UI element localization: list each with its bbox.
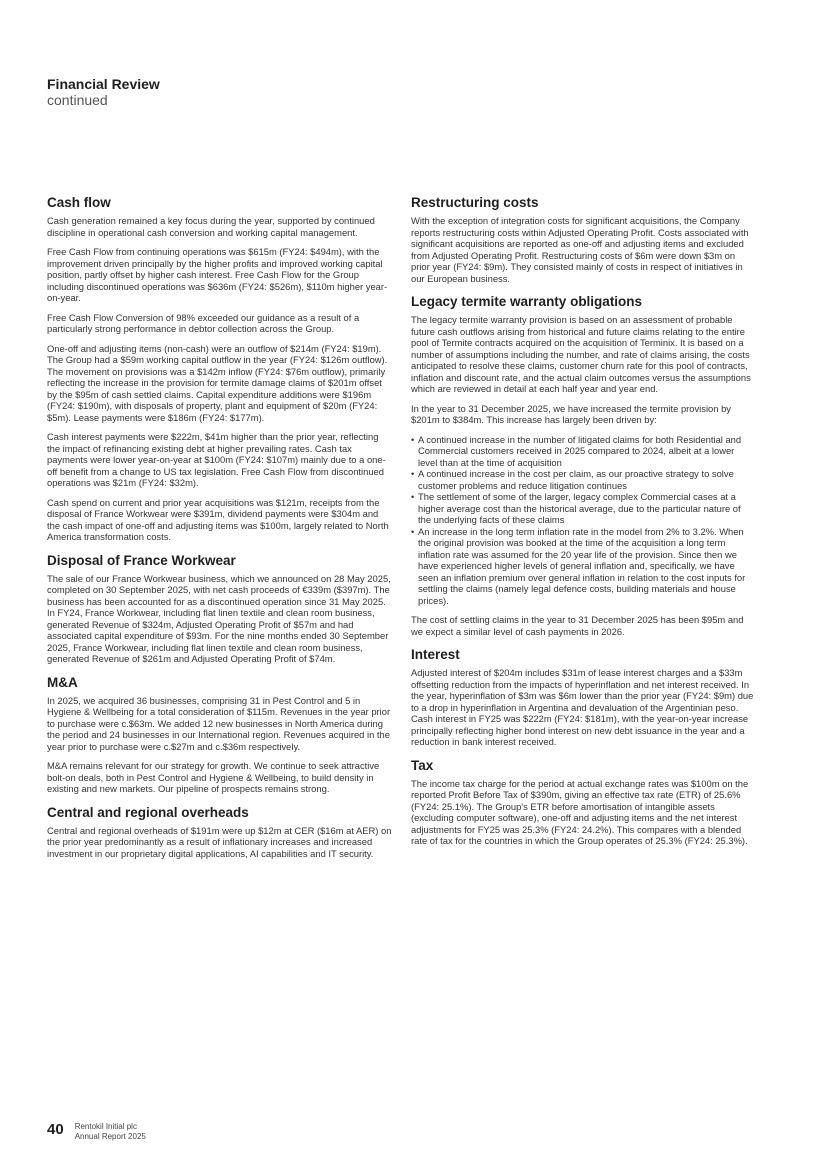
bullet-item: • An increase in the long term inflation rate in the model from 2% to 3.2%. When the original provision was booked at the time of the acquisition a long term inflation rate was assumed for the 20 year life of the provision. Since then we have experienced higher levels of general inflation and, specifically, we have seen an inflation premium over general inflation in relation to the cost inputs for settling the claims (namely legal defence costs, building materials and house prices). bbox=[411, 526, 756, 607]
section-overheads bbox=[47, 805, 392, 860]
section-restructuring bbox=[411, 195, 756, 284]
paragraph: Cash spend on current and prior year acquisitions was $121m, receipts from the disposal of France Workwear were $391m, dividend payments were $304m and the cash impact of one-off and adjusting items was $100m, largely related to North America transformation costs. bbox=[47, 496, 389, 542]
section-heading: Disposal of France Workwear bbox=[47, 552, 236, 568]
section-cash-flow bbox=[47, 195, 392, 543]
paragraph: With the exception of integration costs for significant acquisitions, the Company reports restructuring costs within Adjusted Operating Profit. Costs associated with significant acquisitions are reported as one-off and adjusting items and excluded from Adjusted Operating Profit. Restructuring costs of $6m were down $3m on prior year (FY24: $9m). They consisted mainly of costs in respect of initiatives in our European business. bbox=[411, 215, 749, 284]
paragraph: The legacy termite warranty provision is based on an assessment of probable future cash outflows arising from historical and future claims relating to the entire pool of Termite contracts acquired on the acquisition of Terminix. It is based on a number of assumptions including the number, and rate of claims arising, the costs anticipated to resolve these claims, customer churn rate for this pool of contracts, inflation and discount rate, and the actual claim outcomes versus the assumptions which are reviewed in detail at each half year and year end. bbox=[411, 314, 751, 394]
page-subtitle: continued bbox=[47, 92, 108, 108]
paragraph: Cash generation remained a key focus during the year, supported by continued discipline in operational cash conversion and working capital management. bbox=[47, 215, 375, 238]
company-name: Rentokil Initial plc bbox=[74, 1122, 137, 1131]
bullet-item: • The settlement of some of the larger, legacy complex Commercial cases at a higher average cost than the historical average, due to the particular nature of the underlying facts of these claims bbox=[411, 491, 756, 526]
section-heading: Interest bbox=[411, 647, 460, 662]
paragraph: In the year to 31 December 2025, we have increased the termite provision by $201m to $384m. This increase has largely been driven by: bbox=[411, 402, 731, 425]
page-header bbox=[47, 76, 160, 108]
page-title: Financial Review bbox=[47, 76, 160, 92]
paragraph: The cost of settling claims in the year to 31 December 2025 has been $95m and we expect a similar level of cash payments in 2026. bbox=[411, 614, 744, 637]
section-tax bbox=[411, 758, 756, 847]
paragraph: One-off and adjusting items (non-cash) were an outflow of $214m (FY24: $19m). The Group had a $59m working capital outflow in the year (FY24: $126m outflow). The movement on provisions was a $142m inflow (FY24: $76m outflow), primarily reflecting the increase in the provision for termite damage claims of $201m offset by the $95m of cash settled claims. Capital expenditure additions were $196m (FY24: $190m), with disposals of property, plant and equipment of $20m (FY24: $5m). Lease payments were $186m (FY24: $177m). bbox=[47, 342, 388, 423]
paragraph: Free Cash Flow from continuing operations was $615m (FY24: $494m), with the improvement driven principally by the higher profits and improved working capital position, partly offset by higher cash interest. Free Cash Flow for the Group including discontinued operations was $636m (FY24: $526m), $110m higher year-on-year. bbox=[47, 246, 388, 303]
publication-name: Annual Report 2025 bbox=[74, 1132, 146, 1141]
section-heading: Central and regional overheads bbox=[47, 804, 249, 820]
paragraph: The sale of our France Workwear business, which we announced on 28 May 2025, completed on 30 September 2025, with net cash proceeds of €339m ($397m). The business has been accounted for as a discontinued operation since 31 May 2025. In FY24, France Workwear, including flat linen textile and clean room business, generated Revenue of $324m, Adjusted Operating Profit of $57m and had associated capital expenditure of $93m. For the nine months ended 30 September 2025, France Workwear, including flat linen textile and clean room business, generated Revenue of $261m and Adjusted Operating Profit of $74m. bbox=[47, 572, 391, 664]
paragraph: Adjusted interest of $204m includes $31m of lease interest charges and a $33m offsetting reduction from the impacts of hyperinflation and net interest received. In the year, hyperinflation of $3m was $6m lower than the prior year (FY24: $9m) due to a drop in hyperinflation in Argentina and devaluation of the Argentinian peso. Cash interest in FY25 was $222m (FY24: $181m), with the year-on-year increase principally reflecting higher bond interest on new debt issuance in the year and a reduction in bank interest received. bbox=[411, 667, 754, 747]
footer-text bbox=[75, 1121, 146, 1142]
section-heading: Cash flow bbox=[47, 195, 111, 210]
bullet-list bbox=[411, 434, 756, 607]
section-heading: Restructuring costs bbox=[411, 195, 539, 210]
section-heading: M&A bbox=[47, 674, 78, 690]
paragraph: In 2025, we acquired 36 businesses, comprising 31 in Pest Control and 5 in Hygiene & Wellbeing for a total consideration of $115m. Revenues in the year prior to purchase were c.$63m. We added 12 new businesses in North America during the period and 24 businesses in our International region. Revenues acquired in the year prior to purchase were c.$27m and c.$36m respectively. bbox=[47, 694, 391, 752]
section-heading: Legacy termite warranty obligations bbox=[411, 294, 643, 309]
page-footer bbox=[47, 1121, 146, 1142]
page-number: 40 bbox=[47, 1121, 64, 1138]
paragraph: Cash interest payments were $222m, $41m higher than the prior year, reflecting the impact of refinancing existing debt at higher prevailing rates. Cash tax payments were lower year-on-year at $100m (FY24: $107m) mainly due to a one-off benefit from a change to US tax legislation. Free Cash Flow from discontinued operations was $21m (FY24: $32m). bbox=[47, 431, 386, 488]
paragraph: M&A remains relevant for our strategy for growth. We continue to seek attractive bolt-on deals, both in Pest Control and Hygiene & Wellbeing, to build density in existing and new markets. Our pipeline of prospects remains strong. bbox=[47, 760, 380, 794]
paragraph: Free Cash Flow Conversion of 98% exceeded our guidance as a result of a particularly strong performance in debtor collection across the Group. bbox=[47, 311, 360, 334]
bullet-item: • A continued increase in the cost per claim, as our proactive strategy to solve customer problems and reduce litigation continues bbox=[411, 468, 756, 491]
right-column bbox=[411, 195, 756, 857]
left-column bbox=[47, 195, 392, 869]
section-heading: Tax bbox=[411, 757, 434, 773]
section-disposal bbox=[47, 553, 392, 665]
paragraph: Central and regional overheads of $191m were up $12m at CER ($16m at AER) on the prior year predominantly as a result of inflationary increases and increased investment in our proprietary digital applications, AI capabilities and IT security. bbox=[47, 824, 392, 859]
bullet-item: • A continued increase in the number of litigated claims for both Residential and Commercial customers received in 2025 compared to 2024, albeit at a lower level than at the time of acquisition bbox=[411, 434, 756, 469]
section-legacy-termite bbox=[411, 294, 756, 637]
section-m-and-a bbox=[47, 675, 392, 795]
paragraph: The income tax charge for the period at actual exchange rates was $100m on the reported Profit Before Tax of $390m, giving an effective tax rate (ETR) of 25.6% (FY24: 25.1%). The Group's ETR before amortisation of intangible assets (excluding computer software), one-off and adjusting items and the net interest adjustments for FY25 was 25.3% (FY24: 24.2%). This compares with a blended rate of tax for the countries in which the Group operates of 25.3% (FY24: 25.3%). bbox=[411, 777, 749, 846]
section-interest bbox=[411, 647, 756, 748]
